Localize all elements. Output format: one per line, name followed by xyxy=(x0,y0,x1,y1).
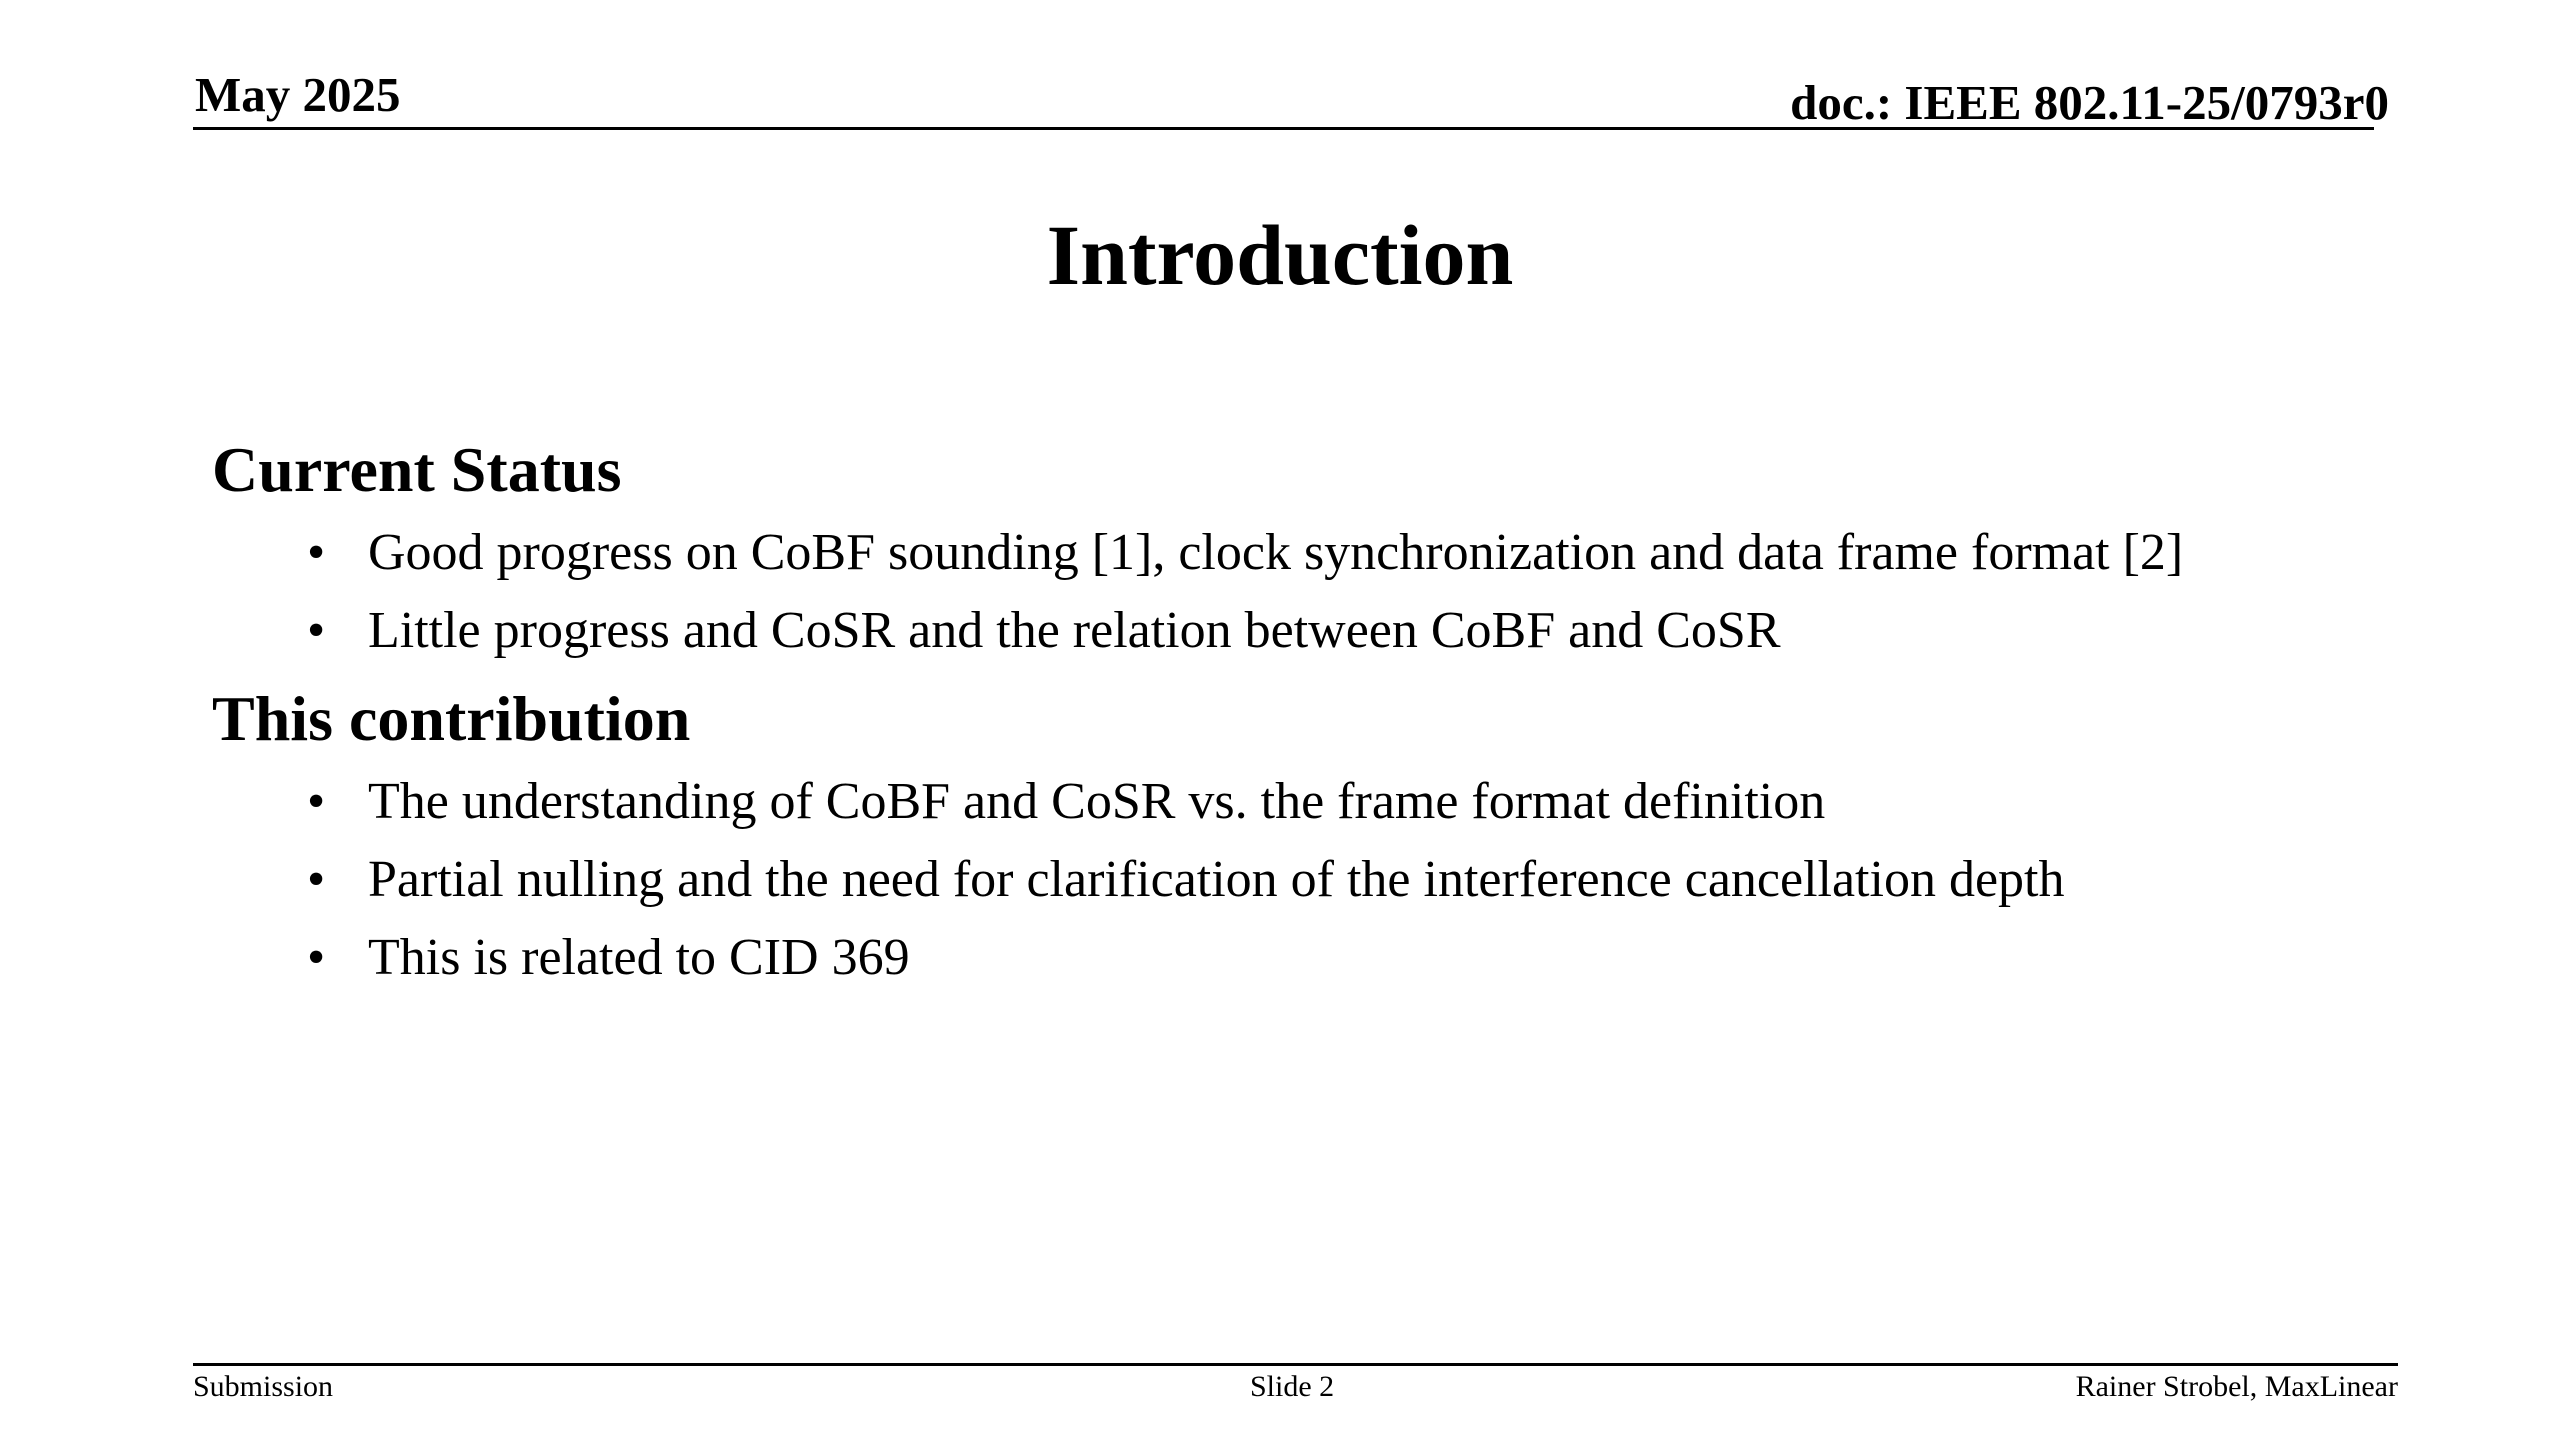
header-divider xyxy=(193,127,2374,130)
bullet-text: This is related to CID 369 xyxy=(368,929,910,986)
footer-submission: Submission xyxy=(193,1370,334,1403)
bullet-glyph: • xyxy=(307,851,326,908)
bullet-glyph: • xyxy=(307,524,326,581)
slide-title: Introduction xyxy=(1046,207,1514,303)
footer-slide-number: Slide 2 xyxy=(1250,1370,1335,1403)
bullet-glyph: • xyxy=(307,929,326,986)
bullet-text: Little progress and CoSR and the relation between CoBF and CoSR xyxy=(368,602,1781,659)
section-heading-current-status: Current Status xyxy=(212,434,622,505)
footer-author: Rainer Strobel, MaxLinear xyxy=(2075,1370,2398,1403)
footer-divider xyxy=(193,1363,2398,1366)
bullet-text: Good progress on CoBF sounding [1], clock synchronization and data frame format [2] xyxy=(368,524,2184,581)
bullet-glyph: • xyxy=(307,602,326,659)
section-heading-this-contribution: This contribution xyxy=(212,683,691,754)
bullet-text: Partial nulling and the need for clarification of the interference cancellation depth xyxy=(368,851,2065,908)
header-date: May 2025 xyxy=(195,67,401,122)
bullet-text: The understanding of CoBF and CoSR vs. the frame format definition xyxy=(368,773,1826,830)
header-doc-id: doc.: IEEE 802.11-25/0793r0 xyxy=(1790,75,2389,130)
bullet-glyph: • xyxy=(307,773,326,830)
